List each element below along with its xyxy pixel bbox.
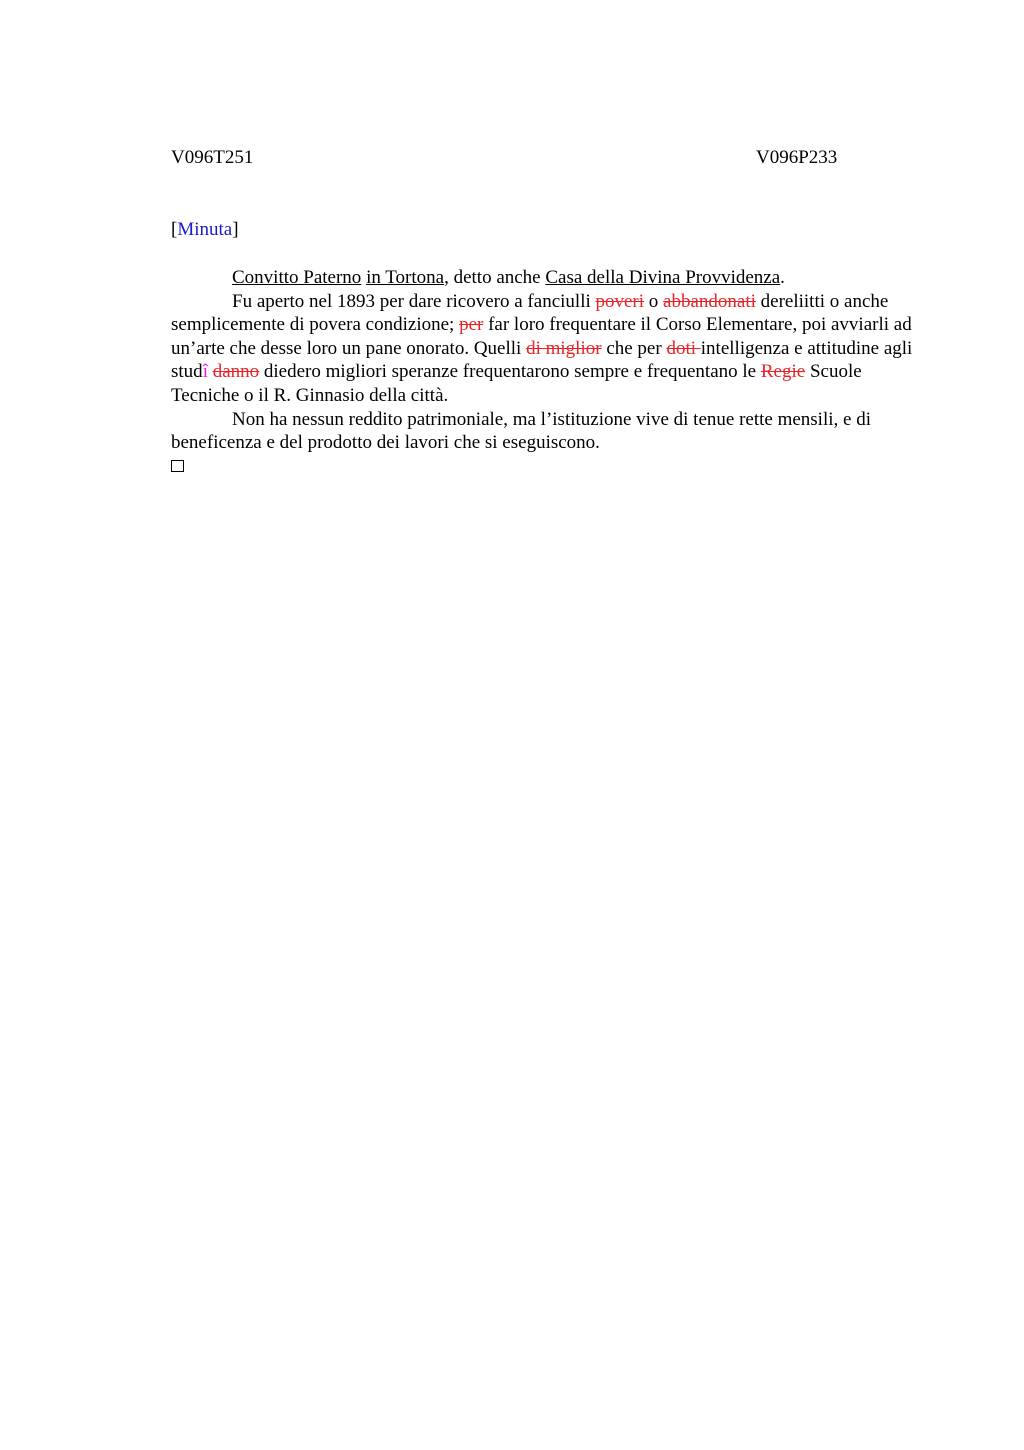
para1-text-6: intelligenza e attitudine agli stud	[171, 337, 913, 383]
document-label	[171, 218, 931, 242]
deletion-di-miglior: di miglior	[526, 337, 602, 359]
document-code-right: V096P233	[756, 147, 838, 168]
title-casa: Casa della Divina Provvidenza	[545, 267, 781, 288]
document-page	[171, 146, 931, 472]
para1-text-1: Fu aperto nel 1893 per dare ricovero a fanciulli	[232, 290, 596, 312]
insertion-i-circumflex: î	[202, 361, 208, 383]
square-box-icon	[171, 460, 184, 472]
header-codes	[171, 146, 931, 170]
title-end: .	[780, 267, 785, 288]
title-line	[171, 266, 931, 290]
para1-text-4: far loro frequentare il Corso Elementare, poi avviarli ad un’arte che desse loro un pane onorato. Quelli	[171, 314, 912, 359]
deletion-danno: danno	[212, 361, 260, 383]
deletion-per: per	[459, 314, 484, 336]
paragraph-1	[171, 290, 931, 408]
para1-text-9: Scuole Tecniche o il R. Ginnasio della città.	[171, 361, 862, 406]
deletion-doti: doti	[666, 337, 701, 359]
paragraph-2: Non ha nessun reddito patrimoniale, ma l’istituzione vive di tenue rette mensili, e di beneficenza e del prodotto dei lavori che si eseguiscono.	[171, 408, 871, 454]
para1-text-2: o	[644, 290, 664, 312]
document-code-left: V096T251	[171, 147, 254, 168]
document-body	[171, 266, 931, 472]
label-open-bracket: [	[171, 219, 178, 240]
title-tortona: in Tortona	[366, 267, 445, 288]
title-sep-2: , detto anche	[444, 267, 546, 288]
label-close-bracket: ]	[232, 219, 239, 240]
para1-text-3: dereliitti o anche semplicemente di povera condizione;	[171, 290, 889, 336]
para1-text-8: diedero migliori speranze frequentarono sempre e frequentano le	[259, 361, 761, 383]
deletion-poveri: poveri	[595, 290, 645, 312]
deletion-regie: Regie	[760, 361, 806, 383]
deletion-abbandonati: abbandonati	[663, 290, 756, 312]
title-convitto: Convitto Paterno	[232, 267, 362, 288]
para1-text-5: che per	[601, 337, 667, 359]
label-minuta: Minuta	[177, 219, 233, 240]
